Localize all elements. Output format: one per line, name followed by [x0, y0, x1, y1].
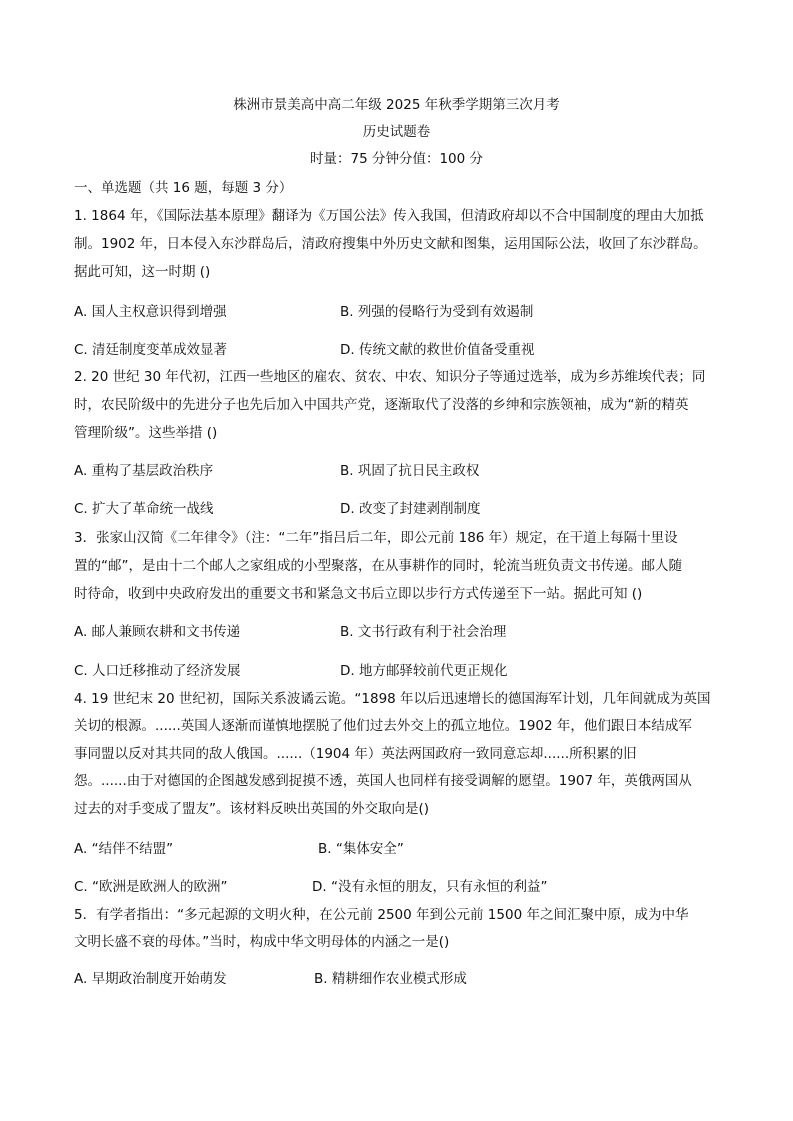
- question-4-option-b: B. “集体安全”: [318, 841, 404, 857]
- question-4-line-2: 关切的根源。......英国人逐渐而谨慎地摆脱了他们过去外交上的孤立地位。1902 年，他们跟日本结成军: [74, 718, 692, 734]
- question-3-line-3: 时待命，收到中央政府发出的重要文书和紧急文书后立即以步行方式传递至下一站。据此可知 (): [74, 586, 643, 602]
- question-5-line-1: 5．有学者指出：“多元起源的文明火种，在公元前 2500 年到公元前 1500 年之间汇聚中原，成为中华: [74, 907, 689, 923]
- question-1-option-c: C. 清廷制度变革成效显著: [74, 342, 228, 358]
- question-2-line-1: 2. 20 世纪 30 年代初，江西一些地区的雇农、贫农、中农、知识分子等通过选举，成为乡苏维埃代表；同: [74, 369, 706, 385]
- question-2-line-3: 管理阶级”。这些举措 (): [74, 425, 218, 441]
- question-1-option-a: A. 国人主权意识得到增强: [74, 304, 227, 320]
- question-1-line-3: 据此可知，这一时期 (): [74, 264, 211, 280]
- question-5-option-a: A. 早期政治制度开始萌发: [74, 971, 227, 987]
- question-3-line-2: 置的“邮”，是由十二个邮人之家组成的小型聚落，在从事耕作的同时，轮流当班负责文书传递。邮人随: [74, 558, 682, 574]
- exam-title: 株洲市景美高中高二年级 2025 年秋季学期第三次月考: [233, 97, 560, 113]
- question-3-option-c: C. 人口迁移推动了经济发展: [74, 663, 241, 679]
- question-4-line-3: 事同盟以反对其共同的敌人俄国。......（1904 年）英法两国政府一致同意忘却......所积累的旧: [74, 746, 637, 762]
- question-1-option-d: D. 传统文献的救世价值备受重视: [340, 342, 535, 358]
- question-4-line-1: 4. 19 世纪末 20 世纪初，国际关系波谲云诡。“1898 年以后迅速增长的德国海军计划，几年间就成为英国: [74, 691, 711, 707]
- question-1-line-1: 1. 1864 年，《国际法基本原理》翻译为《万国公法》传入我国，但清政府却以不合中国制度的理由大加抵: [74, 208, 704, 224]
- question-2-option-a: A. 重构了基层政治秩序: [74, 463, 214, 479]
- exam-meta: 时量：75 分钟分值：100 分: [309, 151, 484, 167]
- question-3-option-a: A. 邮人兼顾农耕和文书传递: [74, 624, 241, 640]
- question-3-option-b: B. 文书行政有利于社会治理: [340, 624, 507, 640]
- question-2-line-2: 时，农民阶级中的先进分子也先后加入中国共产党，逐渐取代了没落的乡绅和宗族领袖，成为“新的精英: [74, 397, 689, 413]
- question-2-option-d: D. 改变了封建剥削制度: [340, 501, 481, 517]
- question-3-option-d: D. 地方邮驿较前代更正规化: [340, 663, 508, 679]
- question-5-option-b: B. 精耕细作农业模式形成: [314, 971, 467, 987]
- exam-subject: 历史试题卷: [362, 124, 431, 140]
- question-4-option-c: C. “欧洲是欧洲人的欧洲”: [74, 879, 228, 895]
- question-4-option-d: D. “没有永恒的朋友，只有永恒的利益”: [312, 879, 548, 895]
- question-3-line-1: 3．张家山汉简《二年律令》（注：“二年”指吕后二年，即公元前 186 年）规定，在干道上每隔十里设: [74, 530, 678, 546]
- question-4-line-4: 怨。......由于对德国的企图越发感到捉摸不透，英国人也同样有接受调解的愿望。1907 年，英俄两国从: [74, 773, 692, 789]
- question-4-line-5: 过去的对手变成了盟友”。该材料反映出英国的外交取向是(): [74, 801, 430, 817]
- question-5-line-2: 文明长盛不衰的母体。”当时，构成中华文明母体的内涵之一是(): [74, 934, 450, 950]
- question-1-option-b: B. 列强的侵略行为受到有效遏制: [340, 304, 534, 320]
- question-2-option-c: C. 扩大了革命统一战线: [74, 501, 214, 517]
- question-2-option-b: B. 巩固了抗日民主政权: [340, 463, 480, 479]
- section-heading: 一、单选题（共 16 题，每题 3 分）: [74, 180, 293, 196]
- question-1-line-2: 制。1902 年，日本侵入东沙群岛后，清政府搜集中外历史文献和图集，运用国际公法，收回了东沙群岛。: [74, 236, 707, 252]
- question-4-option-a: A. “结伴不结盟”: [74, 841, 174, 857]
